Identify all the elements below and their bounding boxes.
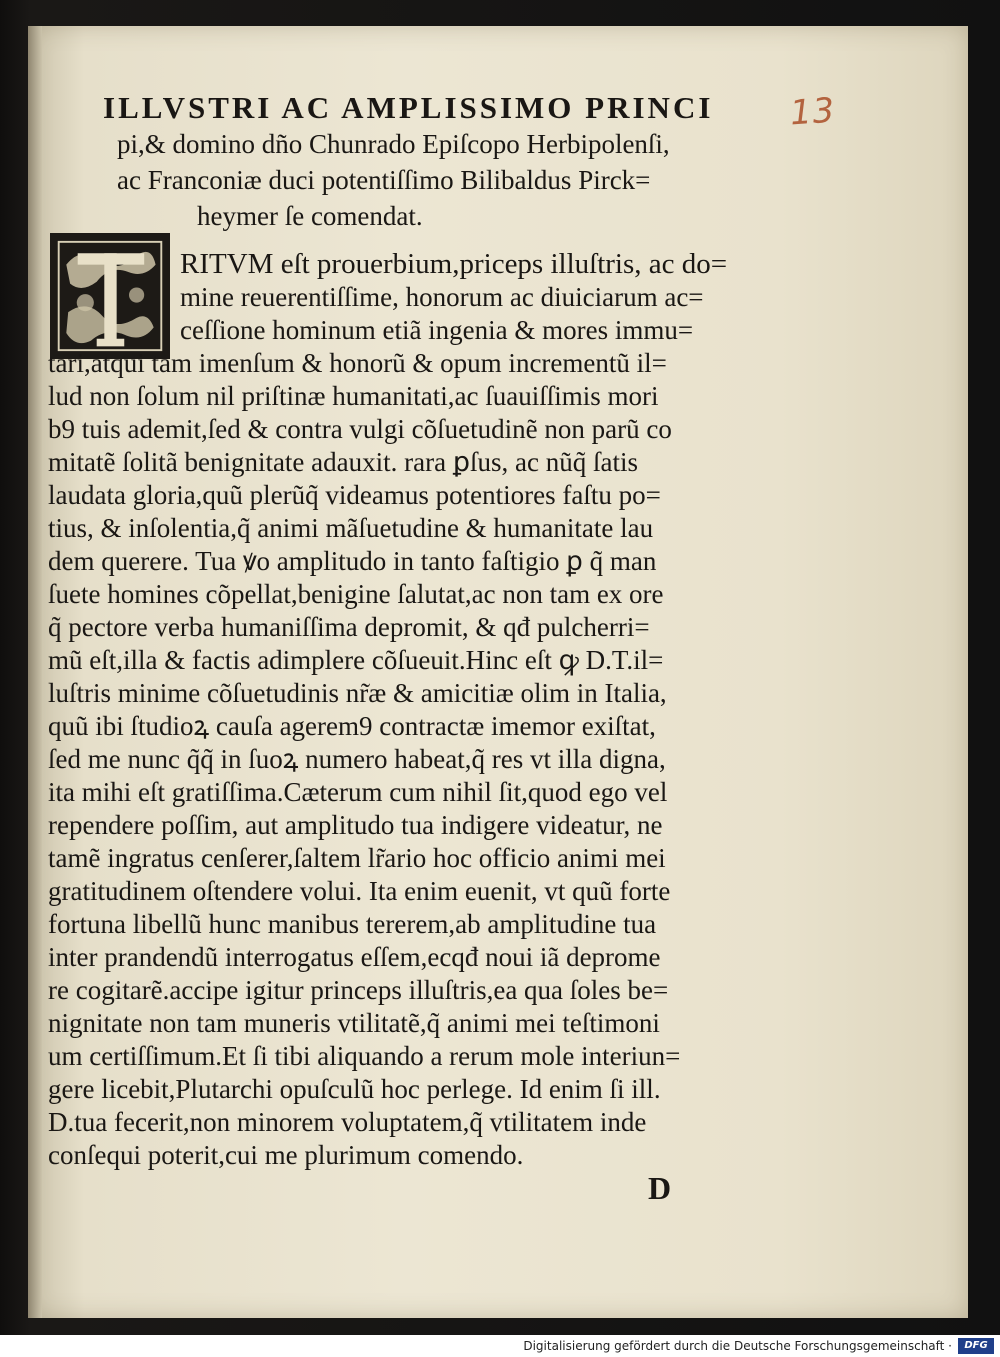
body-line: ita mihi eſt gratiſſima.Cæterum cum nihil ſit,quod ego vel bbox=[48, 777, 668, 807]
body-line: quũ ibi ſtudioꝝ cauſa agerem9 contractæ imemor exiſtat, bbox=[48, 711, 656, 741]
body-line: ſuete homines cõpellat,benigine ſalutat,ac non tam ex ore bbox=[48, 579, 664, 609]
body-line: laudata gloria,quũ plerũq̃ videamus potentiores faſtu po= bbox=[48, 480, 661, 510]
signature-mark: D bbox=[648, 1170, 672, 1206]
body-line: nignitate non tam muneris vtilitatẽ,q̃ animi mei teſtimoni bbox=[48, 1008, 660, 1038]
footer-bar bbox=[0, 1335, 1000, 1357]
body-line: ſed me nunc q̃q̃ in ſuoꝝ numero habeat,q̃ res vt illa digna, bbox=[48, 744, 666, 774]
body-line: um certiſſimum.Et ſi tibi aliquando a rerum mole interiun= bbox=[48, 1041, 681, 1071]
page-gutter-shadow bbox=[28, 26, 42, 1318]
body-line: tamẽ ingratus cenſerer,ſaltem lr̃ario hoc officio animi mei bbox=[48, 843, 666, 873]
body-line: ceſſione hominum etiã ingenia & mores immu= bbox=[180, 315, 694, 345]
heading-line: ILLVSTRI AC AMPLISSIMO PRINCI bbox=[103, 90, 714, 125]
body-line: D.tua fecerit,non minorem voluptatem,q̃ vtilitatem inde bbox=[48, 1107, 647, 1137]
dedication-body bbox=[48, 248, 828, 1172]
body-line: lud non ſolum nil priſtinæ humanitati,ac ſuauiſſimis mori bbox=[48, 381, 659, 411]
body-line: tari,atqui tam imenſum & honorũ & opum incrementũ il= bbox=[48, 348, 667, 378]
heading-line: heymer ſe comendat. bbox=[197, 201, 423, 231]
dedication-heading bbox=[85, 90, 785, 234]
body-line: conſequi poterit,cui me plurimum comendo. bbox=[48, 1140, 524, 1170]
body-line: tius, & inſolentia,q̃ animi mãſuetudine & humanitate lau bbox=[48, 513, 654, 543]
body-line: fortuna libellũ hunc manibus tererem,ab amplitudine tua bbox=[48, 909, 657, 939]
body-line: b9 tuis ademit,ſed & contra vulgi cõſuetudinẽ non parũ co bbox=[48, 414, 672, 444]
folio-number: 13 bbox=[788, 90, 837, 134]
body-line: mitatẽ ſolitã benignitate adauxit. rara ꝑſus, ac nũq̃ ſatis bbox=[48, 447, 638, 477]
body-line: RITVM eſt prouerbium,priceps illuſtris, ac do= bbox=[180, 248, 728, 280]
body-line: mine reuerentiſſime, honorum ac diuiciarum ac= bbox=[180, 282, 704, 312]
heading-line: pi,& domino dño Chunrado Epiſcopo Herbipolenſi, bbox=[117, 129, 670, 159]
body-line: mũ eſt,illa & factis adimplere cõſueuit.Hinc eſt ꝙ D.T.il= bbox=[48, 645, 664, 675]
body-line: gratitudinem oſtendere volui. Ita enim euenit, vt quũ forte bbox=[48, 876, 671, 906]
body-line: re cogitarẽ.accipe igitur princeps illuſtris,ea qua ſoles be= bbox=[48, 975, 669, 1005]
body-line: luſtris minime cõſuetudinis nr̃æ & amicitiæ olim in Italia, bbox=[48, 678, 667, 708]
body-line: q̃ pectore verba humaniſſima depromit, & qđ pulcherri= bbox=[48, 612, 650, 642]
funding-credit: Digitalisierung gefördert durch die Deutsche Forschungsgemeinschaft · bbox=[523, 1339, 952, 1353]
dfg-logo-icon[interactable]: DFG bbox=[958, 1338, 994, 1354]
body-line: gere licebit,Plutarchi opuſculũ hoc perlege. Id enim ſi ill. bbox=[48, 1074, 661, 1104]
body-line: inter prandendũ interrogatus eſſem,ecqđ noui iã deprome bbox=[48, 942, 661, 972]
heading-line: ac Franconiæ duci potentiſſimo Bilibaldus Pirck= bbox=[117, 165, 651, 195]
body-line: rependere poſſim, aut amplitudo tua indigere videatur, ne bbox=[48, 810, 663, 840]
body-line: dem querere. Tua ꝟo amplitudo in tanto faſtigio ꝑ q̃ man bbox=[48, 546, 657, 576]
